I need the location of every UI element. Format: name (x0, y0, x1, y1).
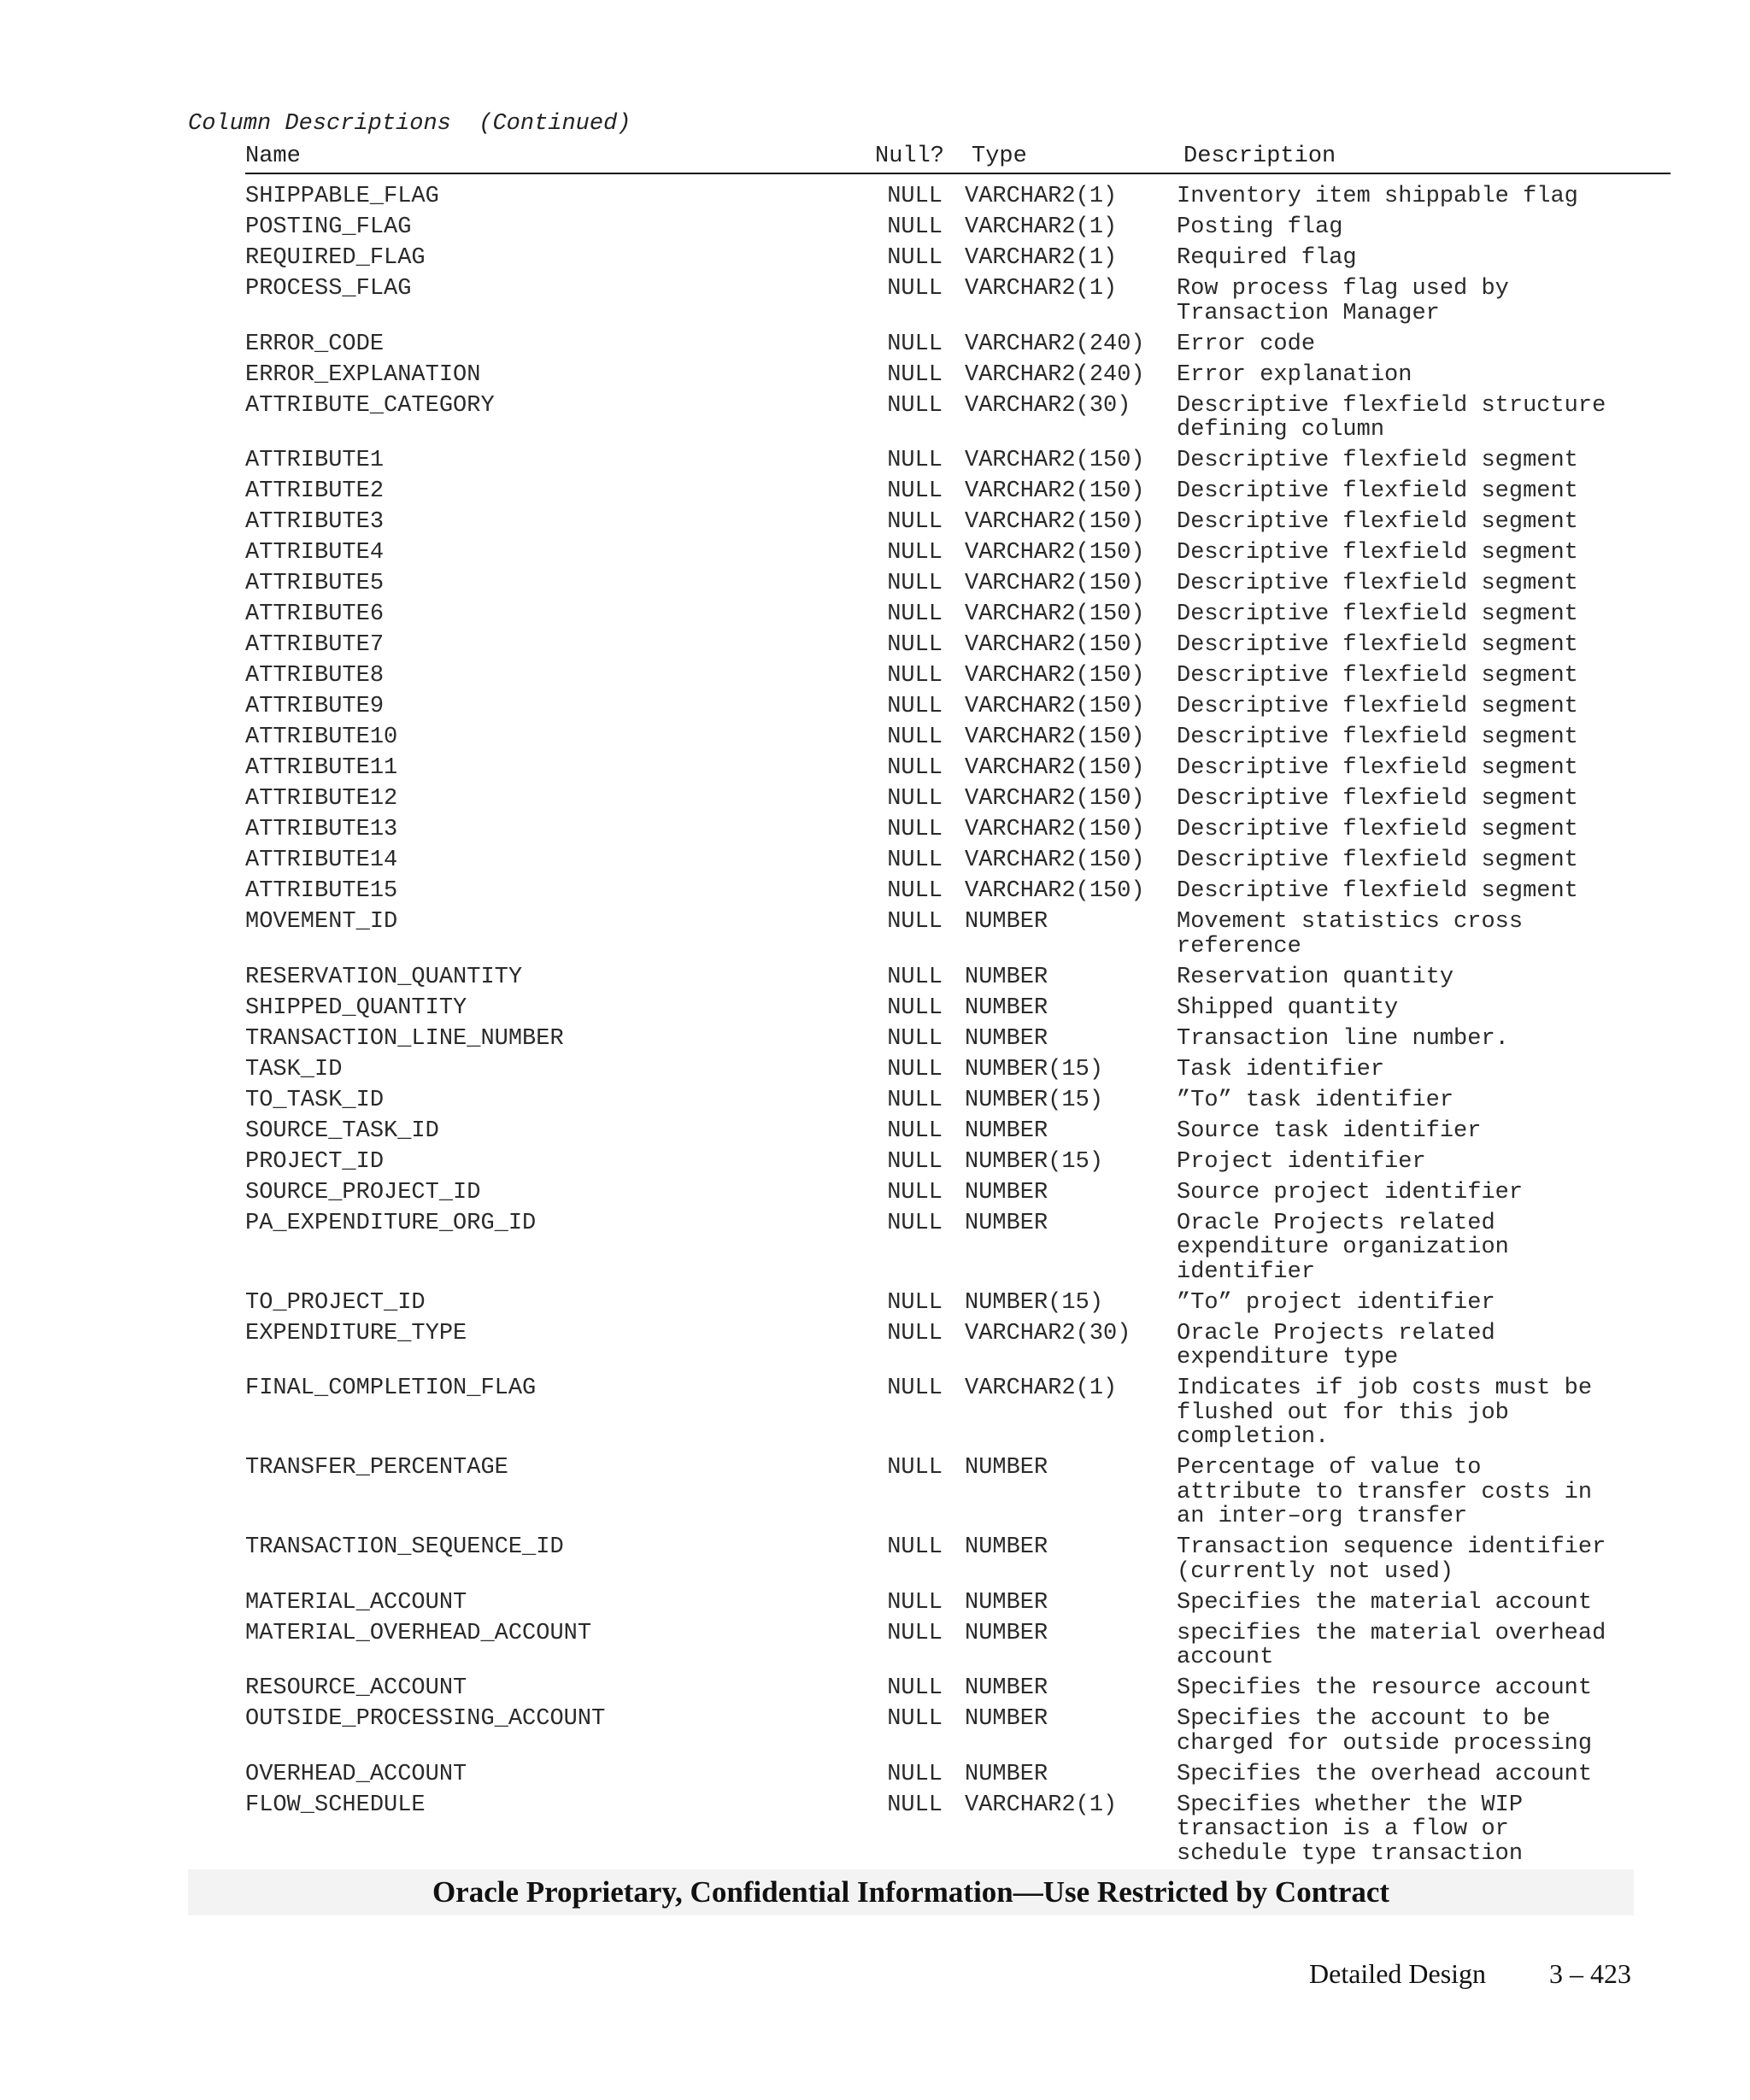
cell-description: Specifies the account to be charged for outside processing (1177, 1706, 1593, 1757)
cell-null: NULL (887, 478, 943, 504)
cell-null: NULL (887, 1087, 943, 1113)
cell-name: RESERVATION_QUANTITY (245, 964, 523, 990)
cell-description: ”To” project identifier (1177, 1289, 1495, 1316)
cell-type: VARCHAR2(1) (965, 1376, 1118, 1401)
header-description: Description (1183, 144, 1336, 169)
cell-name: RESOURCE_ACCOUNT (245, 1675, 467, 1701)
cell-description: Descriptive flexfield segment (1177, 817, 1578, 842)
cell-null: NULL (887, 392, 943, 419)
table-row (245, 787, 1671, 818)
table-row (245, 695, 1671, 725)
cell-type: VARCHAR2(150) (965, 755, 1145, 781)
cell-type: NUMBER (965, 1620, 1048, 1646)
cell-null: NULL (887, 1455, 943, 1481)
table-caption: Column Descriptions (Continued) (188, 111, 631, 137)
cell-name: POSTING_FLAG (245, 214, 412, 240)
cell-null: NULL (887, 571, 943, 596)
cell-null: NULL (887, 632, 943, 658)
cell-description: Transaction line number. (1177, 1025, 1509, 1052)
table-row (245, 879, 1671, 910)
cell-description: Inventory item shippable flag (1177, 184, 1578, 209)
cell-description: Descriptive flexfield structure defining column (1177, 392, 1606, 443)
cell-name: REQUIRED_FLAG (245, 245, 426, 271)
cell-null: NULL (887, 1056, 943, 1082)
cell-type: NUMBER (965, 964, 1048, 990)
cell-description: Required flag (1177, 245, 1357, 271)
cell-name: OVERHEAD_ACCOUNT (245, 1761, 467, 1787)
cell-null: NULL (887, 276, 943, 302)
table-row (245, 996, 1671, 1027)
table-row (245, 1793, 1671, 1873)
cell-type: VARCHAR2(30) (965, 392, 1131, 419)
header-name: Name (245, 144, 301, 169)
cell-description: Reservation quantity (1177, 964, 1454, 990)
cell-null: NULL (887, 448, 943, 473)
cell-description: Specifies whether the WIP transaction is a flow or schedule type transaction (1177, 1792, 1524, 1867)
cell-description: Error explanation (1177, 361, 1412, 388)
cell-null: NULL (887, 245, 943, 271)
column-descriptions-table (245, 144, 1671, 1873)
cell-name: TRANSACTION_SEQUENCE_ID (245, 1534, 564, 1560)
cell-description: Descriptive flexfield segment (1177, 632, 1578, 658)
cell-null: NULL (887, 1761, 943, 1787)
cell-type: NUMBER (965, 1117, 1048, 1144)
cell-description: specifies the material overhead account (1177, 1620, 1606, 1670)
cell-name: ATTRIBUTE_CATEGORY (245, 392, 495, 419)
cell-name: TRANSACTION_LINE_NUMBER (245, 1025, 564, 1052)
cell-name: ATTRIBUTE4 (245, 540, 385, 566)
table-row (245, 1676, 1671, 1707)
cell-null: NULL (887, 509, 943, 535)
cell-name: TRANSFER_PERCENTAGE (245, 1455, 508, 1481)
table-row (245, 756, 1671, 787)
cell-description: ”To” task identifier (1177, 1087, 1454, 1113)
cell-description: Descriptive flexfield segment (1177, 601, 1578, 627)
cell-description: Oracle Projects related expenditure type (1177, 1320, 1495, 1370)
cell-type: VARCHAR2(1) (965, 1792, 1118, 1818)
table-row (245, 1535, 1671, 1591)
cell-type: NUMBER (965, 1025, 1048, 1052)
cell-type: VARCHAR2(150) (965, 448, 1145, 473)
cell-name: ATTRIBUTE7 (245, 632, 385, 658)
cell-type: VARCHAR2(150) (965, 601, 1145, 627)
cell-null: NULL (887, 1376, 943, 1401)
table-row (245, 1322, 1671, 1377)
cell-null: NULL (887, 724, 943, 750)
cell-description: Descriptive flexfield segment (1177, 848, 1578, 873)
cell-type: VARCHAR2(150) (965, 848, 1145, 873)
cell-type: VARCHAR2(150) (965, 694, 1145, 719)
cell-name: SOURCE_TASK_ID (245, 1117, 439, 1144)
cell-name: PROCESS_FLAG (245, 276, 412, 302)
cell-null: NULL (887, 878, 943, 904)
cell-null: NULL (887, 1025, 943, 1052)
cell-description: Transaction sequence identifier (currently not used) (1177, 1534, 1606, 1585)
cell-name: MOVEMENT_ID (245, 909, 398, 935)
cell-type: VARCHAR2(150) (965, 786, 1145, 812)
cell-name: FLOW_SCHEDULE (245, 1792, 426, 1818)
cell-null: NULL (887, 1589, 943, 1616)
cell-name: ATTRIBUTE11 (245, 755, 398, 781)
cell-null: NULL (887, 755, 943, 781)
cell-name: TASK_ID (245, 1056, 343, 1082)
cell-name: ATTRIBUTE12 (245, 786, 398, 812)
cell-null: NULL (887, 1792, 943, 1818)
cell-type: NUMBER(15) (965, 1148, 1104, 1175)
cell-null: NULL (887, 694, 943, 719)
cell-type: NUMBER(15) (965, 1056, 1104, 1082)
cell-null: NULL (887, 1210, 943, 1236)
table-row (245, 394, 1671, 449)
cell-description: Row process flag used by Transaction Manager (1177, 276, 1509, 326)
table-row (245, 541, 1671, 572)
cell-name: ATTRIBUTE10 (245, 724, 398, 750)
cell-null: NULL (887, 214, 943, 240)
table-row (245, 633, 1671, 664)
table-row (245, 1150, 1671, 1181)
cell-description: Posting flag (1177, 214, 1343, 240)
table-row (245, 965, 1671, 996)
table-row (245, 1027, 1671, 1058)
table-row (245, 1456, 1671, 1535)
cell-name: PA_EXPENDITURE_ORG_ID (245, 1210, 537, 1236)
cell-null: NULL (887, 964, 943, 990)
cell-name: ATTRIBUTE2 (245, 478, 385, 504)
cell-type: VARCHAR2(1) (965, 214, 1118, 240)
cell-type: VARCHAR2(150) (965, 878, 1145, 904)
table-body (245, 185, 1671, 1873)
cell-type: NUMBER (965, 1589, 1048, 1616)
cell-name: ATTRIBUTE6 (245, 601, 385, 627)
cell-null: NULL (887, 1289, 943, 1316)
cell-null: NULL (887, 994, 943, 1021)
table-row (245, 215, 1671, 246)
cell-type: NUMBER (965, 1210, 1048, 1236)
cell-description: Error code (1177, 331, 1316, 357)
cell-name: SOURCE_PROJECT_ID (245, 1179, 481, 1205)
cell-null: NULL (887, 1117, 943, 1144)
cell-name: ATTRIBUTE14 (245, 848, 398, 873)
cell-type: NUMBER (965, 994, 1048, 1021)
table-row (245, 1376, 1671, 1456)
cell-description: Descriptive flexfield segment (1177, 540, 1578, 566)
table-row (245, 910, 1671, 965)
cell-type: NUMBER (965, 1455, 1048, 1481)
cell-description: Oracle Projects related expenditure organization identifier (1177, 1210, 1509, 1285)
table-row (245, 1211, 1671, 1291)
cell-name: SHIPPED_QUANTITY (245, 994, 467, 1021)
cell-description: Specifies the resource account (1177, 1675, 1593, 1701)
table-header (245, 144, 1671, 174)
cell-type: VARCHAR2(1) (965, 184, 1118, 209)
cell-description: Descriptive flexfield segment (1177, 478, 1578, 504)
cell-description: Specifies the overhead account (1177, 1761, 1593, 1787)
cell-null: NULL (887, 184, 943, 209)
cell-null: NULL (887, 540, 943, 566)
table-row (245, 1763, 1671, 1793)
cell-type: NUMBER (965, 1534, 1048, 1560)
cell-name: ATTRIBUTE8 (245, 663, 385, 689)
cell-type: VARCHAR2(150) (965, 509, 1145, 535)
cell-type: VARCHAR2(150) (965, 540, 1145, 566)
cell-description: Project identifier (1177, 1148, 1426, 1175)
cell-description: Movement statistics cross reference (1177, 909, 1524, 959)
cell-description: Source project identifier (1177, 1179, 1524, 1205)
cell-type: VARCHAR2(150) (965, 817, 1145, 842)
cell-name: ATTRIBUTE15 (245, 878, 398, 904)
cell-description: Task identifier (1177, 1056, 1385, 1082)
cell-null: NULL (887, 361, 943, 388)
cell-type: VARCHAR2(1) (965, 276, 1118, 302)
table-row (245, 449, 1671, 479)
table-row (245, 277, 1671, 332)
cell-type: NUMBER (965, 1706, 1048, 1732)
cell-type: VARCHAR2(1) (965, 245, 1118, 271)
cell-description: Source task identifier (1177, 1117, 1482, 1144)
table-row (245, 246, 1671, 277)
cell-name: ATTRIBUTE9 (245, 694, 385, 719)
cell-null: NULL (887, 663, 943, 689)
confidentiality-banner: Oracle Proprietary, Confidential Information––Use Restricted by Contract (188, 1869, 1634, 1915)
cell-type: VARCHAR2(240) (965, 361, 1145, 388)
table-row (245, 664, 1671, 695)
cell-null: NULL (887, 1620, 943, 1646)
cell-description: Descriptive flexfield segment (1177, 694, 1578, 719)
table-row (245, 1088, 1671, 1119)
table-row (245, 479, 1671, 510)
cell-type: VARCHAR2(150) (965, 478, 1145, 504)
cell-null: NULL (887, 1534, 943, 1560)
cell-name: ATTRIBUTE13 (245, 817, 398, 842)
header-type: Type (972, 144, 1027, 169)
cell-name: FINAL_COMPLETION_FLAG (245, 1376, 537, 1401)
cell-type: NUMBER (965, 1761, 1048, 1787)
cell-null: NULL (887, 331, 943, 357)
cell-description: Percentage of value to attribute to transfer costs in an inter–org transfer (1177, 1455, 1593, 1529)
cell-name: PROJECT_ID (245, 1148, 385, 1175)
cell-null: NULL (887, 817, 943, 842)
cell-name: EXPENDITURE_TYPE (245, 1320, 467, 1346)
cell-null: NULL (887, 1706, 943, 1732)
cell-name: ATTRIBUTE1 (245, 448, 385, 473)
header-null: Null? (875, 144, 945, 169)
cell-name: TO_PROJECT_ID (245, 1289, 426, 1316)
cell-null: NULL (887, 1320, 943, 1346)
cell-null: NULL (887, 786, 943, 812)
table-row (245, 332, 1671, 363)
cell-type: VARCHAR2(150) (965, 571, 1145, 596)
table-row (245, 1622, 1671, 1677)
cell-null: NULL (887, 1148, 943, 1175)
cell-name: MATERIAL_OVERHEAD_ACCOUNT (245, 1620, 592, 1646)
cell-type: VARCHAR2(30) (965, 1320, 1131, 1346)
table-row (245, 1058, 1671, 1088)
cell-description: Descriptive flexfield segment (1177, 448, 1578, 473)
table-row (245, 572, 1671, 602)
cell-description: Descriptive flexfield segment (1177, 571, 1578, 596)
table-row (245, 1119, 1671, 1150)
table-row (245, 1591, 1671, 1622)
cell-description: Shipped quantity (1177, 994, 1399, 1021)
table-row (245, 363, 1671, 394)
table-row (245, 848, 1671, 879)
cell-name: MATERIAL_ACCOUNT (245, 1589, 467, 1616)
cell-type: VARCHAR2(150) (965, 724, 1145, 750)
cell-description: Descriptive flexfield segment (1177, 878, 1578, 904)
table-row (245, 602, 1671, 633)
cell-description: Descriptive flexfield segment (1177, 755, 1578, 781)
table-row (245, 1707, 1671, 1763)
cell-type: VARCHAR2(240) (965, 331, 1145, 357)
cell-null: NULL (887, 1675, 943, 1701)
table-row (245, 1181, 1671, 1211)
cell-description: Descriptive flexfield segment (1177, 786, 1578, 812)
footer-page-number: 3 – 423 (1549, 1958, 1631, 1989)
cell-null: NULL (887, 848, 943, 873)
cell-name: TO_TASK_ID (245, 1087, 385, 1113)
cell-type: VARCHAR2(150) (965, 632, 1145, 658)
cell-name: ERROR_CODE (245, 331, 385, 357)
cell-name: OUTSIDE_PROCESSING_ACCOUNT (245, 1706, 606, 1732)
cell-type: NUMBER (965, 1675, 1048, 1701)
cell-type: NUMBER(15) (965, 1087, 1104, 1113)
cell-name: ATTRIBUTE5 (245, 571, 385, 596)
cell-null: NULL (887, 909, 943, 935)
cell-name: SHIPPABLE_FLAG (245, 184, 439, 209)
footer-section: Detailed Design (1309, 1958, 1487, 1989)
table-row (245, 510, 1671, 541)
table-row (245, 185, 1671, 215)
cell-name: ATTRIBUTE3 (245, 509, 385, 535)
table-row (245, 818, 1671, 848)
cell-null: NULL (887, 1179, 943, 1205)
cell-type: NUMBER (965, 1179, 1048, 1205)
table-row (245, 1291, 1671, 1322)
cell-description: Specifies the material account (1177, 1589, 1593, 1616)
cell-description: Indicates if job costs must be flushed out for this job completion. (1177, 1376, 1593, 1450)
cell-type: NUMBER(15) (965, 1289, 1104, 1316)
cell-type: VARCHAR2(150) (965, 663, 1145, 689)
table-row (245, 725, 1671, 756)
cell-null: NULL (887, 601, 943, 627)
cell-description: Descriptive flexfield segment (1177, 509, 1578, 535)
cell-name: ERROR_EXPLANATION (245, 361, 481, 388)
cell-description: Descriptive flexfield segment (1177, 724, 1578, 750)
cell-description: Descriptive flexfield segment (1177, 663, 1578, 689)
cell-type: NUMBER (965, 909, 1048, 935)
